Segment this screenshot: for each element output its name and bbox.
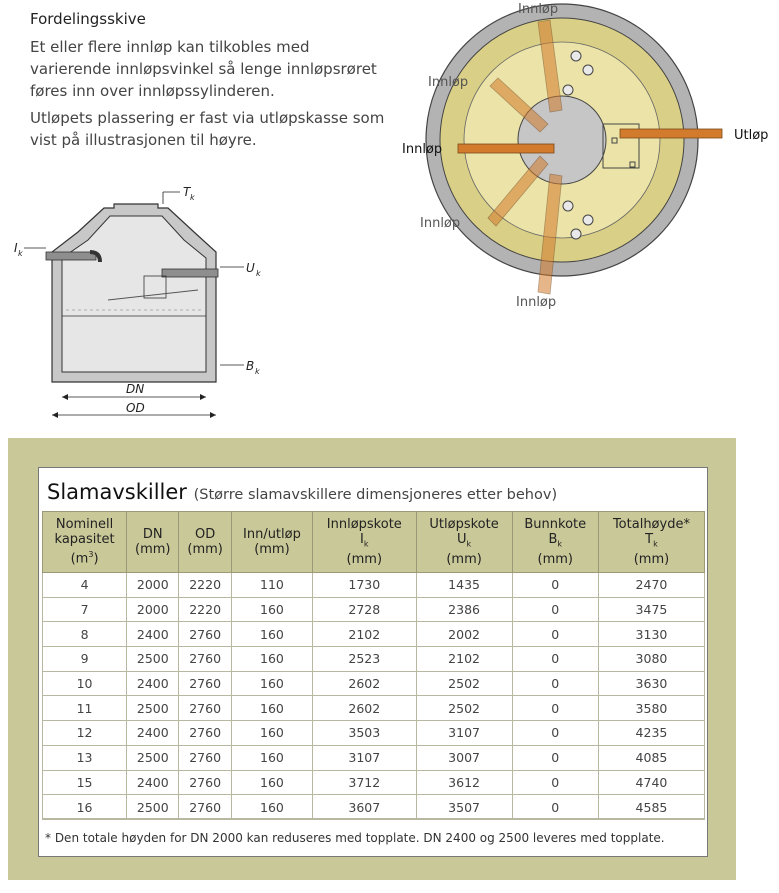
table-cell: 3630 — [598, 671, 704, 696]
table-cell: 160 — [231, 622, 312, 647]
table-cell: 0 — [512, 721, 598, 746]
table-cell: 2760 — [179, 647, 231, 672]
table-cell: 16 — [43, 795, 127, 820]
uk-label: U — [246, 261, 255, 275]
table-cell: 2602 — [313, 671, 416, 696]
table-cell: 2760 — [179, 721, 231, 746]
table-cell: 2602 — [313, 696, 416, 721]
table-cell: 0 — [512, 597, 598, 622]
table-cell: 3475 — [598, 597, 704, 622]
table-cell: 2502 — [416, 696, 512, 721]
table-row — [43, 795, 705, 820]
table-cell: 0 — [512, 573, 598, 598]
table-cell: 4585 — [598, 795, 704, 820]
table-cell: 2760 — [179, 745, 231, 770]
table-cell: 2760 — [179, 770, 231, 795]
table-cell: 3507 — [416, 795, 512, 820]
table-cell: 3607 — [313, 795, 416, 820]
table-cell: 2760 — [179, 795, 231, 820]
table-cell: 160 — [231, 770, 312, 795]
inlet-bottom-label: Innløp — [516, 295, 557, 310]
intro-paragraph-2: Utløpets plassering er fast via utløpskasse som vist på illustrasjonen til høyre. — [30, 109, 385, 149]
table-cell: 2760 — [179, 696, 231, 721]
table-cell: 2102 — [416, 647, 512, 672]
table-cell: 3107 — [416, 721, 512, 746]
table-cell: 2400 — [127, 721, 179, 746]
dn-label: DN — [126, 382, 145, 396]
ik-label: I — [14, 241, 18, 255]
table-cell: 2386 — [416, 597, 512, 622]
bk-label: B — [246, 359, 255, 373]
table-cell: 3130 — [598, 622, 704, 647]
table-cell: 4 — [43, 573, 127, 598]
inlet-top-label: Innløp — [518, 2, 559, 17]
footnote-divider — [42, 818, 704, 819]
column-header-3: Inn/utløp (mm) — [231, 512, 312, 573]
table-row — [43, 770, 705, 795]
slamavskiller-table-box — [38, 467, 708, 857]
table-cell: 2500 — [127, 795, 179, 820]
column-header-0: Nominell kapasitet $(m^3)$ — [43, 512, 127, 573]
table-cell: 0 — [512, 647, 598, 672]
column-header-2: OD (mm) — [179, 512, 231, 573]
table-cell: 2002 — [416, 622, 512, 647]
table-cell: 0 — [512, 745, 598, 770]
inlet-lower-left-label: Innløp — [420, 216, 461, 231]
table-row — [43, 721, 705, 746]
table-row — [43, 696, 705, 721]
table-cell: 0 — [512, 770, 598, 795]
table-row — [43, 573, 705, 598]
table-row — [43, 647, 705, 672]
table-cell: 4085 — [598, 745, 704, 770]
table-cell: 0 — [512, 671, 598, 696]
table-cell: 3007 — [416, 745, 512, 770]
table-cell: 4740 — [598, 770, 704, 795]
tank-side-view-diagram — [8, 182, 278, 427]
table-cell: 160 — [231, 597, 312, 622]
inlet-left-label: Innløp — [402, 142, 443, 157]
slamavskiller-table — [42, 511, 705, 820]
table-cell: 13 — [43, 745, 127, 770]
table-cell: 4235 — [598, 721, 704, 746]
table-cell: 3107 — [313, 745, 416, 770]
table-cell: 2760 — [179, 622, 231, 647]
table-cell: 160 — [231, 696, 312, 721]
table-cell: 2400 — [127, 671, 179, 696]
table-cell: 1435 — [416, 573, 512, 598]
svg-text:k: k — [255, 367, 260, 376]
table-cell: 2500 — [127, 647, 179, 672]
table-cell: 2728 — [313, 597, 416, 622]
table-cell: 3503 — [313, 721, 416, 746]
distribution-disk-top-view-diagram — [398, 0, 779, 320]
column-header-1: DN (mm) — [127, 512, 179, 573]
table-cell: 160 — [231, 647, 312, 672]
column-header-6: Bunnkote $B_k$ (mm) — [512, 512, 598, 573]
table-cell: 2523 — [313, 647, 416, 672]
table-cell: 3612 — [416, 770, 512, 795]
column-header-5: Utløpskote $U_k$ (mm) — [416, 512, 512, 573]
table-title: Slamavskiller (Større slamavskillere dimensjoneres etter behov) — [47, 480, 558, 504]
table-row — [43, 745, 705, 770]
table-cell: 2000 — [127, 597, 179, 622]
table-cell: 9 — [43, 647, 127, 672]
table-cell: 2220 — [179, 597, 231, 622]
table-cell: 2000 — [127, 573, 179, 598]
table-cell: 2102 — [313, 622, 416, 647]
outlet-label: Utløp — [734, 128, 769, 143]
table-cell: 12 — [43, 721, 127, 746]
table-cell: 160 — [231, 795, 312, 820]
table-subtitle: (Større slamavskillere dimensjoneres etter behov) — [193, 487, 558, 503]
table-cell: 2760 — [179, 671, 231, 696]
table-cell: 2502 — [416, 671, 512, 696]
table-cell: 3712 — [313, 770, 416, 795]
table-cell: 2470 — [598, 573, 704, 598]
svg-text:k: k — [256, 269, 261, 278]
svg-text:k: k — [18, 249, 23, 258]
table-cell: 3080 — [598, 647, 704, 672]
table-cell: 2400 — [127, 622, 179, 647]
table-cell: 15 — [43, 770, 127, 795]
table-cell: 2500 — [127, 745, 179, 770]
table-cell: 160 — [231, 671, 312, 696]
table-cell: 0 — [512, 622, 598, 647]
table-cell: 2400 — [127, 770, 179, 795]
column-header-4: Innløpskote $I_k$ (mm) — [313, 512, 416, 573]
tk-label: T — [183, 185, 191, 199]
od-label: OD — [126, 401, 145, 415]
table-header-row — [43, 512, 705, 573]
table-cell: 1730 — [313, 573, 416, 598]
table-cell: 0 — [512, 795, 598, 820]
table-cell: 160 — [231, 721, 312, 746]
intro-paragraph-1: Et eller flere innløp kan tilkobles med varierende innløpsvinkel så lenge innløpsrøret føres inn over innløpssylinderen. — [30, 38, 377, 100]
table-cell: 3580 — [598, 696, 704, 721]
table-cell: 2500 — [127, 696, 179, 721]
table-cell: 160 — [231, 745, 312, 770]
inlet-upper-left-label: Innløp — [428, 75, 469, 90]
table-cell: 10 — [43, 671, 127, 696]
table-cell: 7 — [43, 597, 127, 622]
table-cell: 110 — [231, 573, 312, 598]
svg-text:k: k — [190, 193, 195, 202]
column-header-7: Totalhøyde* $T_k$ (mm) — [598, 512, 704, 573]
table-row — [43, 671, 705, 696]
table-cell: 11 — [43, 696, 127, 721]
table-footnote: * Den totale høyden for DN 2000 kan reduseres med topplate. DN 2400 og 2500 leveres med topplate. — [45, 831, 665, 845]
table-row — [43, 622, 705, 647]
table-cell: 8 — [43, 622, 127, 647]
section-heading: Fordelingsskive — [30, 10, 146, 28]
table-row — [43, 597, 705, 622]
table-cell: 0 — [512, 696, 598, 721]
table-cell: 2220 — [179, 573, 231, 598]
